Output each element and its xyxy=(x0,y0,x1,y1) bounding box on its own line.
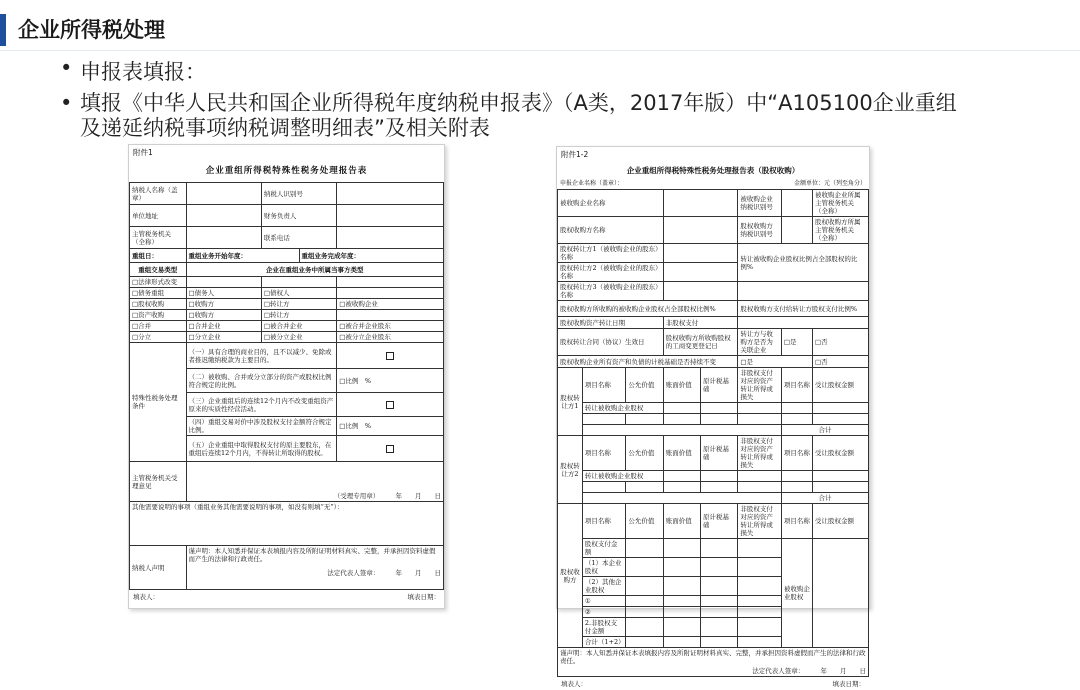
item-cell: 被收购企业股权 xyxy=(781,539,812,648)
role-cell: □被合并企业 xyxy=(261,321,336,332)
label-cell: 股权收购方名称 xyxy=(558,217,664,244)
declaration-text: 谨声明：本人知悉并保证本表填报内容及所附证明材料真实、完整，并承担因资料虚假而产生的法律和行政责任。 xyxy=(188,547,436,563)
header-cell: 项目名称 xyxy=(582,436,626,471)
filler-label: 填表人： xyxy=(133,593,159,601)
header-cell: 账面价值 xyxy=(663,504,700,539)
value-cell xyxy=(812,471,868,482)
header-cell: 原计税基础 xyxy=(701,504,738,539)
label-cell: 单位地址 xyxy=(130,205,187,227)
form-table xyxy=(129,182,444,590)
item-cell: ① xyxy=(582,596,626,607)
role-cell: □被收购企业 xyxy=(337,299,444,310)
value-cell xyxy=(337,227,444,249)
item-cell: ② xyxy=(582,607,626,618)
value-cell xyxy=(186,183,261,205)
header-cell: 非股权支付对应的资产转让所得或损失 xyxy=(738,368,782,403)
value-cell xyxy=(812,414,868,425)
value-cell xyxy=(626,482,663,493)
filler-label: 填表人： xyxy=(561,680,587,688)
type-cell: □分立 xyxy=(130,332,187,343)
value-cell xyxy=(663,577,700,596)
label-cell: 股权转让方1（被收购企业的股东）名称 xyxy=(558,244,664,263)
label-cell: 重组日： xyxy=(130,249,187,263)
header-cell: 原计税基础 xyxy=(701,436,738,471)
bullet-dot-icon: • xyxy=(60,56,73,80)
role-cell: □债务人 xyxy=(186,288,261,299)
bullet-item xyxy=(60,56,206,86)
role-cell: □收购方 xyxy=(186,310,261,321)
header-cell: 非股权支付对应的资产转让所得或损失 xyxy=(738,436,782,471)
value-cell xyxy=(738,471,782,482)
label-cell: 股权收购方所属主管税务机关（全称） xyxy=(812,217,868,244)
form-footer xyxy=(557,677,869,690)
value-cell xyxy=(738,618,782,637)
declaration-cell xyxy=(186,546,443,590)
fill-date-label: 填表日期： xyxy=(832,680,865,688)
label-cell: 联系电话 xyxy=(261,227,336,249)
value-cell xyxy=(812,482,868,493)
condition-cell: （四）重组交易对价中涉及股权支付金额符合规定比例。 xyxy=(186,417,337,436)
value-cell xyxy=(781,414,812,425)
title-divider xyxy=(0,50,1080,51)
header-cell: 项目名称 xyxy=(582,504,626,539)
value-cell xyxy=(582,414,626,425)
header-cell: 公允价值 xyxy=(626,368,663,403)
value-cell xyxy=(663,558,700,577)
form-title: 企业重组所得税特殊性税务处理报告表 xyxy=(205,166,368,176)
form-title: 企业重组所得税特殊性税务处理报告表（股权收购） xyxy=(626,166,800,175)
header-cell: 项目名称 xyxy=(781,504,812,539)
value-cell xyxy=(663,263,738,282)
value-cell xyxy=(663,190,738,217)
item-cell: 转让被收购企业股权 xyxy=(582,471,663,482)
fill-date-label: 填表日期： xyxy=(407,593,440,601)
type-cell: □合并 xyxy=(130,321,187,332)
subtotal-cell: 合计 xyxy=(781,425,868,436)
value-cell xyxy=(186,205,261,227)
value-cell xyxy=(701,482,738,493)
label-cell: 纳税人名称（盖章） xyxy=(130,183,187,205)
type-cell: □法律形式改变 xyxy=(130,277,187,288)
value-cell xyxy=(626,558,663,577)
value-cell xyxy=(701,637,738,648)
yes-cell: □是 xyxy=(738,356,813,368)
role-cell: □收购方 xyxy=(186,299,261,310)
header-cell: 重组交易类型 xyxy=(130,263,187,277)
value-cell xyxy=(626,618,663,637)
item-cell: 2.非股权支付金额 xyxy=(582,618,626,637)
item-cell: （2）其他企业股权 xyxy=(582,577,626,596)
bullet-item xyxy=(60,91,980,141)
form-table xyxy=(557,189,869,677)
form-meta xyxy=(557,178,869,189)
label-cell: 特殊性税务处理条件 xyxy=(130,343,187,462)
value-cell xyxy=(663,414,700,425)
no-cell: □否 xyxy=(812,356,868,368)
unit-label: 金额单位：元（列至角分） xyxy=(793,180,866,187)
value-cell xyxy=(738,607,782,618)
value-cell xyxy=(738,539,782,558)
header-cell: 原计税基础 xyxy=(701,368,738,403)
label-cell: 股权收购方所收购股权的工商变更登记日 xyxy=(663,329,738,356)
ratio-cell: □比例 % xyxy=(337,369,444,393)
value-cell xyxy=(337,205,444,227)
checkbox-cell xyxy=(337,393,444,417)
role-cell xyxy=(337,277,444,288)
type-cell: □债务重组 xyxy=(130,288,187,299)
value-cell xyxy=(701,414,738,425)
label-cell: 被收购企业所属主管税务机关（全称） xyxy=(812,190,868,217)
section-label: 股权转让方2 xyxy=(558,436,583,504)
item-cell: 股权支付金额 xyxy=(582,539,626,558)
value-cell xyxy=(738,637,782,648)
value-cell xyxy=(812,539,868,648)
annex1-form-image xyxy=(128,144,445,609)
legal-rep-line: 法定代表人签章： 年 月 日 xyxy=(327,569,441,577)
value-cell xyxy=(663,482,700,493)
label-cell: 股权转让合同（协议）生效日 xyxy=(558,329,664,356)
legal-rep-line: 法定代表人签章： 年 月 日 xyxy=(752,667,866,675)
value-cell xyxy=(663,637,700,648)
bullet-text: 申报表填报： xyxy=(80,60,206,84)
header-cell: 受让股权金额 xyxy=(812,368,868,403)
role-cell: □转让方 xyxy=(261,310,336,321)
value-cell xyxy=(812,403,868,414)
bullet-text: 填报《中华人民共和国企业所得税年度纳税申报表》（A类，2017年版）中“A105100企业重组及递延纳税事项纳税调整明细表”及相关附表 xyxy=(80,91,957,140)
header-cell: 受让股权金额 xyxy=(812,436,868,471)
value-cell xyxy=(626,637,663,648)
declaration-cell xyxy=(558,648,869,677)
bullet-dot-icon: • xyxy=(60,91,73,115)
value-cell xyxy=(582,425,781,436)
value-cell xyxy=(701,577,738,596)
value-cell xyxy=(738,403,782,414)
value-cell xyxy=(582,482,626,493)
value-cell xyxy=(701,403,738,414)
label-cell: 股权收购方支付给转让方股权支付比例% xyxy=(738,301,869,317)
checkbox-icon xyxy=(386,401,394,409)
checkbox-icon xyxy=(386,352,394,360)
value-cell xyxy=(781,482,812,493)
role-cell xyxy=(261,277,336,288)
value-cell xyxy=(781,403,812,414)
value-cell xyxy=(337,183,444,205)
label-cell: 股权转让方2（被收购企业的股东）名称 xyxy=(558,263,664,282)
label-cell: 股权收购方纳税识别号 xyxy=(738,217,782,244)
label-cell: 重组业务完成年度： xyxy=(299,249,443,263)
annex-label: 附件1 xyxy=(133,148,153,157)
checkbox-icon xyxy=(386,445,394,453)
condition-cell: （二）被收购、合并或分立部分的资产或股权比例符合规定的比例。 xyxy=(186,369,337,393)
item-cell: 合计（1+2） xyxy=(582,637,626,648)
section-label: 股权转让方1 xyxy=(558,368,583,436)
value-cell xyxy=(738,282,869,301)
role-cell xyxy=(186,277,261,288)
value-cell xyxy=(701,596,738,607)
condition-cell: （五）企业重组中取得股权支付的原主要股东，在重组后连续12个月内，不得转让所取得的股权。 xyxy=(186,436,337,462)
value-cell xyxy=(186,227,261,249)
label-cell: 转让被收购企业股权比例占全部股权的比例% xyxy=(738,244,869,282)
value-cell xyxy=(738,482,782,493)
header-cell: 账面价值 xyxy=(663,436,700,471)
value-cell xyxy=(738,558,782,577)
type-cell: □股权收购 xyxy=(130,299,187,310)
label-cell: 纳税人识别号 xyxy=(261,183,336,205)
role-cell: □合并企业 xyxy=(186,321,261,332)
label-cell: 股权转让方3（被收购企业的股东）名称 xyxy=(558,282,664,301)
value-cell xyxy=(701,607,738,618)
value-cell xyxy=(781,471,812,482)
ratio-cell: □比例 % xyxy=(337,417,444,436)
role-cell: □被分立企业股东 xyxy=(337,332,444,343)
header-cell: 非股权支付对应的资产转让所得或损失 xyxy=(738,504,782,539)
header-cell: 项目名称 xyxy=(781,436,812,471)
value-cell xyxy=(701,558,738,577)
value-cell xyxy=(738,414,782,425)
seal-cell: （受理专用章） 年 月 日 xyxy=(186,462,443,502)
value-cell xyxy=(738,596,782,607)
checkbox-cell xyxy=(337,436,444,462)
value-cell xyxy=(781,217,812,244)
value-cell xyxy=(701,539,738,558)
value-cell xyxy=(626,577,663,596)
label-cell: 被收购企业名称 xyxy=(558,190,664,217)
annex-label: 附件1-2 xyxy=(561,150,589,159)
role-cell xyxy=(337,288,444,299)
value-cell xyxy=(663,217,738,244)
label-cell: 非股权支付 xyxy=(663,317,738,329)
role-cell xyxy=(337,310,444,321)
role-cell: □债权人 xyxy=(261,288,336,299)
value-cell xyxy=(663,282,738,301)
label-cell: 纳税人声明 xyxy=(130,546,187,590)
label-cell: 财务负责人 xyxy=(261,205,336,227)
value-cell xyxy=(663,596,700,607)
value-cell xyxy=(663,618,700,637)
value-cell xyxy=(738,577,782,596)
header-cell: 公允价值 xyxy=(626,504,663,539)
condition-cell: （三）企业重组后的连续12个月内不改变重组资产原来的实质性经营活动。 xyxy=(186,393,337,417)
header-cell: 企业在重组业务中所属当事方类型 xyxy=(186,263,443,277)
value-cell xyxy=(626,596,663,607)
value-cell xyxy=(701,471,738,482)
checkbox-cell xyxy=(337,343,444,369)
value-cell xyxy=(663,607,700,618)
header-cell: 项目名称 xyxy=(582,368,626,403)
value-cell xyxy=(663,403,700,414)
role-cell: □被合并企业股东 xyxy=(337,321,444,332)
section-label: 股权收购方 xyxy=(558,504,583,648)
value-cell xyxy=(663,244,738,263)
role-cell: □分立企业 xyxy=(186,332,261,343)
value-cell xyxy=(582,493,781,504)
title-accent-bar xyxy=(0,14,6,46)
no-cell: □否 xyxy=(812,329,868,356)
condition-cell: （一）具有合理的商业目的，且不以减少、免除或者推迟缴纳税款为主要目的。 xyxy=(186,343,337,369)
value-cell xyxy=(781,190,812,217)
other-cell: 其他需要说明的事项（重组业务其他需要说明的事项，如没有则填“无”）： xyxy=(130,502,444,546)
label-cell: 被收购企业纳税识别号 xyxy=(738,190,782,217)
value-cell xyxy=(738,317,869,329)
value-cell xyxy=(626,414,663,425)
enterprise-name-label: 申报企业名称（盖章）： xyxy=(560,180,624,187)
label-cell: 股权收购企业所有资产和负债的计税基础是否持续不变 xyxy=(558,356,738,368)
label-cell: 转让方与收购方是否为关联企业 xyxy=(738,329,782,356)
value-cell xyxy=(663,539,700,558)
label-cell: 股权收购资产转让日期 xyxy=(558,317,664,329)
header-cell: 账面价值 xyxy=(663,368,700,403)
role-cell: □转让方 xyxy=(261,299,336,310)
annex2-form-image xyxy=(556,146,870,688)
declaration-text: 谨声明：本人知悉并保证本表填报内容及所附证明材料真实、完整，并承担因资料虚假而产生的法律和行政责任。 xyxy=(560,649,866,665)
type-cell: □资产收购 xyxy=(130,310,187,321)
role-cell: □被分立企业 xyxy=(261,332,336,343)
header-cell: 公允价值 xyxy=(626,436,663,471)
value-cell xyxy=(626,539,663,558)
value-cell xyxy=(701,618,738,637)
value-cell xyxy=(626,607,663,618)
yes-cell: □是 xyxy=(781,329,812,356)
value-cell xyxy=(663,471,700,482)
label-cell: 主管税务机关（全称） xyxy=(130,227,187,249)
page-title: 企业所得税处理 xyxy=(18,18,165,42)
item-cell: （1）本企业股权 xyxy=(582,558,626,577)
label-cell: 主管税务机关受理意见 xyxy=(130,462,187,502)
header-cell: 受让股权金额 xyxy=(812,504,868,539)
label-cell: 重组业务开始年度： xyxy=(186,249,299,263)
subtotal-cell: 合计 xyxy=(781,493,868,504)
label-cell: 股权收购方所收购的被收购企业股权占全部股权比例% xyxy=(558,301,738,317)
header-cell: 项目名称 xyxy=(781,368,812,403)
form-footer xyxy=(129,590,444,603)
item-cell: 转让被收购企业股权 xyxy=(582,403,663,414)
